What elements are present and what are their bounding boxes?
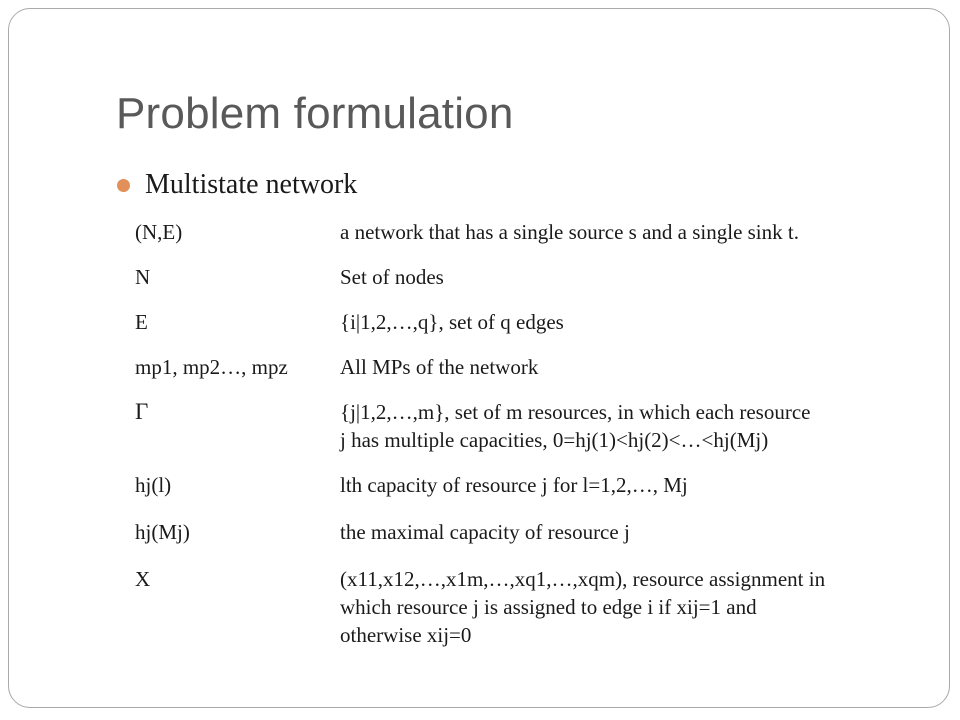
description-line: otherwise xij=0	[340, 623, 472, 647]
definition-term	[135, 565, 325, 593]
term-text: mp1, mp2…, mpz	[135, 355, 288, 379]
bullet-dot-icon	[117, 179, 130, 192]
definition-description	[340, 218, 900, 246]
description-line: the maximal capacity of resource j	[340, 520, 630, 544]
description-line: Set of nodes	[340, 265, 444, 289]
definition-term	[135, 263, 325, 291]
definition-term	[135, 308, 325, 336]
definition-description	[340, 518, 900, 546]
definition-term	[135, 218, 325, 246]
definition-term	[135, 353, 325, 381]
description-line: lth capacity of resource j for l=1,2,…, Mj	[340, 473, 688, 497]
description-line: {i|1,2,…,q}, set of q edges	[340, 310, 564, 334]
term-text: E	[135, 310, 148, 334]
definition-term	[135, 398, 325, 426]
term-text: hj(l)	[135, 473, 172, 497]
definition-description	[340, 565, 900, 649]
term-text: hj(Mj)	[135, 520, 190, 544]
bullet-item	[117, 169, 357, 201]
description-line: {j|1,2,…,m}, set of m resources, in which each resource	[340, 400, 811, 424]
description-line: All MPs of the network	[340, 355, 539, 379]
term-text: (N,E)	[135, 220, 183, 244]
term-text: N	[135, 265, 151, 289]
definition-term	[135, 471, 325, 499]
definition-description	[340, 353, 900, 381]
term-text: X	[135, 567, 151, 591]
definition-description	[340, 263, 900, 291]
description-line: (x11,x12,…,x1m,…,xq1,…,xqm), resource assignment in	[340, 567, 826, 591]
description-line: a network that has a single source s and a single sink t.	[340, 220, 799, 244]
definition-term	[135, 518, 325, 546]
definition-description	[340, 308, 900, 336]
slide-title: Problem formulation	[116, 89, 514, 138]
bullet-text: Multistate network	[145, 169, 358, 200]
description-line: which resource j is assigned to edge i if xij=1 and	[340, 595, 757, 619]
term-text: Γ	[135, 399, 149, 424]
definition-description	[340, 471, 900, 499]
definition-description	[340, 398, 900, 454]
description-line: j has multiple capacities, 0=hj(1)<hj(2)<…<hj(Mj)	[340, 428, 769, 452]
